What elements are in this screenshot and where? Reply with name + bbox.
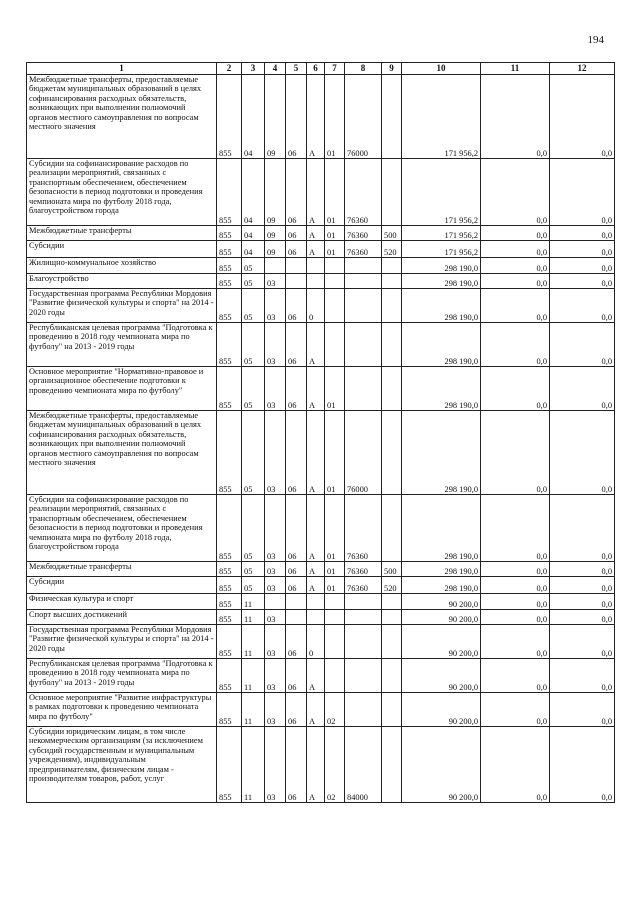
row-cell-4: 03: [265, 495, 286, 562]
row-cell-2: 855: [217, 274, 242, 289]
row-cell-3: 05: [242, 495, 265, 562]
row-cell-4: 03: [265, 659, 286, 693]
row-cell-7: [325, 323, 345, 367]
row-name-cell: Субсидии на софинансирование расходов по реализации мероприятий, связанных с транспортным обеспечением, обеспечением безопасности в период подготовки и проведения чемпионата мира по футболу 2018 года, благоустройством города: [27, 495, 217, 562]
row-cell-11: 0,0: [481, 625, 550, 659]
page-number: 194: [587, 34, 604, 46]
row-cell-5: [286, 594, 307, 610]
row-cell-2: 855: [217, 659, 242, 693]
row-cell-9: 500: [382, 226, 402, 241]
table-row: [27, 594, 615, 610]
row-cell-6: А: [307, 226, 325, 241]
row-cell-12: 0,0: [550, 625, 615, 659]
table-row: [27, 659, 615, 693]
row-cell-2: 855: [217, 495, 242, 562]
table-row: [27, 411, 615, 495]
row-cell-12: 0,0: [550, 562, 615, 577]
table-row: [27, 241, 615, 258]
row-cell-2: 855: [217, 289, 242, 323]
row-cell-4: 09: [265, 159, 286, 226]
row-cell-11: 0,0: [481, 594, 550, 610]
row-cell-7: 01: [325, 411, 345, 495]
row-cell-8: 76000: [345, 411, 382, 495]
budget-table: [26, 62, 615, 803]
row-cell-12: 0,0: [550, 659, 615, 693]
row-cell-12: 0,0: [550, 241, 615, 258]
column-header: 5: [286, 63, 307, 75]
row-cell-12: 0,0: [550, 727, 615, 803]
row-cell-10: 171 956,2: [402, 226, 481, 241]
row-name-cell: Межбюджетные трансферты, предоставляемые бюджетам муниципальных образований в целях софинансирования расходных обязательств, возникающих при выполнении полномочий органов местного самоуправления по вопросам местного значения: [27, 75, 217, 159]
row-cell-12: 0,0: [550, 594, 615, 610]
row-cell-6: А: [307, 693, 325, 727]
row-cell-9: [382, 411, 402, 495]
row-cell-9: 520: [382, 241, 402, 258]
row-cell-9: [382, 159, 402, 226]
row-cell-10: 90 200,0: [402, 594, 481, 610]
row-cell-5: 06: [286, 625, 307, 659]
row-cell-5: 06: [286, 159, 307, 226]
row-cell-2: 855: [217, 75, 242, 159]
row-cell-9: [382, 594, 402, 610]
row-cell-3: 11: [242, 659, 265, 693]
row-cell-11: 0,0: [481, 289, 550, 323]
row-cell-6: [307, 610, 325, 625]
row-cell-12: 0,0: [550, 577, 615, 594]
row-cell-5: 06: [286, 727, 307, 803]
row-cell-11: 0,0: [481, 241, 550, 258]
row-cell-10: 298 190,0: [402, 323, 481, 367]
row-name-cell: Основное мероприятие "Нормативно-правовое и организационное обеспечение подготовки к проведению чемпионата мира по футболу": [27, 367, 217, 411]
row-cell-7: [325, 274, 345, 289]
row-cell-4: 03: [265, 610, 286, 625]
row-cell-8: [345, 289, 382, 323]
row-cell-9: [382, 323, 402, 367]
row-cell-7: 01: [325, 577, 345, 594]
row-cell-5: 06: [286, 289, 307, 323]
row-cell-12: 0,0: [550, 274, 615, 289]
row-name-cell: Субсидии юридическим лицам, в том числе некоммерческим организациям (за исключением субсидий государственным и муниципальным учреждениям), индивидуальным предпринимателям, физическим лицам - производителям товаров, работ, услуг: [27, 727, 217, 803]
row-cell-7: 01: [325, 495, 345, 562]
row-cell-3: 11: [242, 610, 265, 625]
row-cell-8: [345, 659, 382, 693]
row-cell-3: 05: [242, 258, 265, 274]
row-cell-10: 298 190,0: [402, 289, 481, 323]
row-cell-12: 0,0: [550, 75, 615, 159]
row-cell-8: [345, 258, 382, 274]
row-cell-3: 04: [242, 159, 265, 226]
row-cell-12: 0,0: [550, 495, 615, 562]
row-cell-5: 06: [286, 495, 307, 562]
row-cell-10: 298 190,0: [402, 274, 481, 289]
row-cell-3: 05: [242, 562, 265, 577]
row-cell-2: 855: [217, 367, 242, 411]
row-cell-4: 09: [265, 226, 286, 241]
row-name-cell: Межбюджетные трансферты: [27, 562, 217, 577]
row-cell-3: 04: [242, 75, 265, 159]
column-header: 10: [402, 63, 481, 75]
row-cell-4: 03: [265, 577, 286, 594]
row-cell-6: А: [307, 727, 325, 803]
row-cell-8: 76360: [345, 241, 382, 258]
row-cell-6: [307, 274, 325, 289]
row-cell-8: [345, 274, 382, 289]
row-cell-2: 855: [217, 727, 242, 803]
row-cell-4: 03: [265, 693, 286, 727]
row-cell-10: 298 190,0: [402, 411, 481, 495]
row-cell-6: А: [307, 75, 325, 159]
row-cell-4: 03: [265, 562, 286, 577]
row-cell-12: 0,0: [550, 367, 615, 411]
row-name-cell: Жилищно-коммунальное хозяйство: [27, 258, 217, 274]
row-cell-8: 84000: [345, 727, 382, 803]
row-cell-4: 09: [265, 241, 286, 258]
row-cell-4: 03: [265, 323, 286, 367]
row-cell-8: [345, 323, 382, 367]
row-cell-11: 0,0: [481, 495, 550, 562]
row-cell-9: [382, 495, 402, 562]
column-header: 11: [481, 63, 550, 75]
table-row: [27, 610, 615, 625]
row-cell-6: 0: [307, 625, 325, 659]
row-cell-9: 500: [382, 562, 402, 577]
row-cell-2: 855: [217, 577, 242, 594]
row-cell-10: 171 956,2: [402, 159, 481, 226]
row-cell-9: [382, 289, 402, 323]
row-cell-7: 01: [325, 75, 345, 159]
row-name-cell: Физическая культура и спорт: [27, 594, 217, 610]
table-row: [27, 562, 615, 577]
row-cell-7: 01: [325, 226, 345, 241]
row-cell-6: 0: [307, 289, 325, 323]
row-name-cell: Субсидии на софинансирование расходов по реализации мероприятий, связанных с транспортным обеспечением, обеспечением безопасности в период подготовки и проведения чемпионата мира по футболу 2018 года, благоустройством города: [27, 159, 217, 226]
row-cell-3: 04: [242, 226, 265, 241]
row-cell-3: 05: [242, 289, 265, 323]
row-cell-11: 0,0: [481, 693, 550, 727]
column-header: 1: [27, 63, 217, 75]
row-cell-2: 855: [217, 241, 242, 258]
row-cell-11: 0,0: [481, 258, 550, 274]
column-header: 12: [550, 63, 615, 75]
row-cell-5: 06: [286, 367, 307, 411]
row-cell-2: 855: [217, 226, 242, 241]
row-cell-2: 855: [217, 411, 242, 495]
row-cell-6: А: [307, 659, 325, 693]
table-row: [27, 226, 615, 241]
table-row: [27, 289, 615, 323]
table-row: [27, 258, 615, 274]
row-cell-8: 76360: [345, 226, 382, 241]
row-cell-11: 0,0: [481, 323, 550, 367]
row-cell-12: 0,0: [550, 411, 615, 495]
column-header: 9: [382, 63, 402, 75]
row-cell-11: 0,0: [481, 274, 550, 289]
row-cell-11: 0,0: [481, 159, 550, 226]
column-header: 2: [217, 63, 242, 75]
row-cell-8: [345, 594, 382, 610]
row-cell-7: 01: [325, 241, 345, 258]
row-cell-3: 11: [242, 594, 265, 610]
row-cell-4: 03: [265, 625, 286, 659]
row-cell-4: [265, 258, 286, 274]
row-cell-8: 76360: [345, 577, 382, 594]
column-header: 7: [325, 63, 345, 75]
row-name-cell: Государственная программа Республики Мордовия "Развитие физической культуры и спорта" на 2014 - 2020 годы: [27, 625, 217, 659]
row-cell-9: [382, 610, 402, 625]
row-cell-7: 01: [325, 367, 345, 411]
row-cell-5: 06: [286, 226, 307, 241]
row-cell-5: [286, 610, 307, 625]
row-cell-7: [325, 594, 345, 610]
table-row: [27, 727, 615, 803]
row-cell-2: 855: [217, 594, 242, 610]
row-cell-5: [286, 274, 307, 289]
table-body: [27, 75, 615, 803]
row-cell-2: 855: [217, 323, 242, 367]
row-name-cell: Субсидии: [27, 241, 217, 258]
header-row: [27, 63, 615, 75]
row-cell-9: 520: [382, 577, 402, 594]
row-cell-7: 01: [325, 562, 345, 577]
row-cell-12: 0,0: [550, 693, 615, 727]
row-cell-11: 0,0: [481, 659, 550, 693]
row-cell-4: 09: [265, 75, 286, 159]
row-cell-12: 0,0: [550, 289, 615, 323]
row-name-cell: Республиканская целевая программа "Подготовка к проведению в 2018 году чемпионата мира по футболу" на 2013 - 2019 годы: [27, 659, 217, 693]
row-cell-10: 298 190,0: [402, 562, 481, 577]
column-header: 3: [242, 63, 265, 75]
column-header: 6: [307, 63, 325, 75]
row-cell-9: [382, 367, 402, 411]
row-cell-4: 03: [265, 727, 286, 803]
table-row: [27, 323, 615, 367]
column-header: 4: [265, 63, 286, 75]
row-name-cell: Спорт высших достижений: [27, 610, 217, 625]
row-cell-8: [345, 693, 382, 727]
row-cell-2: 855: [217, 693, 242, 727]
row-cell-11: 0,0: [481, 411, 550, 495]
row-cell-3: 05: [242, 367, 265, 411]
row-cell-6: А: [307, 241, 325, 258]
table-row: [27, 274, 615, 289]
table-row: [27, 367, 615, 411]
row-cell-7: 02: [325, 693, 345, 727]
row-cell-9: [382, 693, 402, 727]
row-cell-8: 76360: [345, 159, 382, 226]
row-cell-4: 03: [265, 367, 286, 411]
row-cell-5: 06: [286, 659, 307, 693]
row-cell-11: 0,0: [481, 367, 550, 411]
row-cell-3: 11: [242, 693, 265, 727]
row-cell-10: 90 200,0: [402, 693, 481, 727]
table-row: [27, 495, 615, 562]
row-cell-11: 0,0: [481, 727, 550, 803]
row-cell-3: 04: [242, 241, 265, 258]
row-cell-3: 05: [242, 577, 265, 594]
row-cell-6: [307, 594, 325, 610]
row-cell-4: [265, 594, 286, 610]
row-cell-10: 90 200,0: [402, 727, 481, 803]
row-cell-5: 06: [286, 411, 307, 495]
row-cell-3: 11: [242, 727, 265, 803]
row-cell-7: [325, 289, 345, 323]
row-cell-5: 06: [286, 241, 307, 258]
row-cell-10: 90 200,0: [402, 625, 481, 659]
row-cell-6: А: [307, 367, 325, 411]
row-cell-7: 02: [325, 727, 345, 803]
row-cell-4: 03: [265, 411, 286, 495]
row-cell-7: 01: [325, 159, 345, 226]
row-cell-6: А: [307, 159, 325, 226]
row-cell-11: 0,0: [481, 75, 550, 159]
row-cell-3: 05: [242, 274, 265, 289]
row-cell-3: 05: [242, 411, 265, 495]
row-cell-6: А: [307, 411, 325, 495]
row-cell-7: [325, 610, 345, 625]
table-row: [27, 577, 615, 594]
table-row: [27, 159, 615, 226]
row-cell-4: 03: [265, 274, 286, 289]
row-cell-4: 03: [265, 289, 286, 323]
row-cell-12: 0,0: [550, 610, 615, 625]
row-cell-11: 0,0: [481, 562, 550, 577]
row-cell-5: 06: [286, 577, 307, 594]
row-cell-8: 76360: [345, 495, 382, 562]
row-name-cell: Государственная программа Республики Мордовия "Развитие физической культуры и спорта" на 2014 - 2020 годы: [27, 289, 217, 323]
row-cell-11: 0,0: [481, 577, 550, 594]
row-cell-8: [345, 367, 382, 411]
row-cell-9: [382, 274, 402, 289]
row-cell-7: [325, 625, 345, 659]
row-cell-12: 0,0: [550, 159, 615, 226]
row-name-cell: Республиканская целевая программа "Подготовка к проведению в 2018 году чемпионата мира по футболу" на 2013 - 2019 годы: [27, 323, 217, 367]
row-cell-6: А: [307, 323, 325, 367]
row-cell-3: 11: [242, 625, 265, 659]
row-cell-9: [382, 625, 402, 659]
row-cell-12: 0,0: [550, 226, 615, 241]
row-cell-9: [382, 659, 402, 693]
row-cell-2: 855: [217, 258, 242, 274]
row-cell-10: 171 956,2: [402, 241, 481, 258]
row-cell-10: 171 956,2: [402, 75, 481, 159]
row-cell-5: 06: [286, 562, 307, 577]
row-cell-6: А: [307, 577, 325, 594]
row-name-cell: Благоустройство: [27, 274, 217, 289]
row-name-cell: Межбюджетные трансферты, предоставляемые бюджетам муниципальных образований в целях софинансирования расходных обязательств, возникающих при выполнении полномочий органов местного самоуправления по вопросам местного значения: [27, 411, 217, 495]
row-cell-3: 05: [242, 323, 265, 367]
row-cell-10: 90 200,0: [402, 659, 481, 693]
row-cell-2: 855: [217, 625, 242, 659]
row-cell-12: 0,0: [550, 323, 615, 367]
row-cell-8: 76360: [345, 562, 382, 577]
row-cell-6: [307, 258, 325, 274]
row-cell-8: [345, 625, 382, 659]
table-row: [27, 625, 615, 659]
row-name-cell: Субсидии: [27, 577, 217, 594]
row-cell-5: 06: [286, 75, 307, 159]
row-cell-10: 298 190,0: [402, 258, 481, 274]
row-cell-6: А: [307, 562, 325, 577]
row-cell-5: [286, 258, 307, 274]
row-cell-10: 298 190,0: [402, 367, 481, 411]
row-cell-8: 76000: [345, 75, 382, 159]
row-cell-9: [382, 258, 402, 274]
row-cell-2: 855: [217, 159, 242, 226]
row-cell-11: 0,0: [481, 226, 550, 241]
row-cell-8: [345, 610, 382, 625]
row-cell-2: 855: [217, 610, 242, 625]
row-cell-6: А: [307, 495, 325, 562]
row-cell-2: 855: [217, 562, 242, 577]
row-cell-9: [382, 727, 402, 803]
row-name-cell: Основное мероприятие "Развитие инфраструктуры в рамках подготовки к проведению чемпионата мира по футболу": [27, 693, 217, 727]
row-cell-7: [325, 258, 345, 274]
row-cell-10: 298 190,0: [402, 495, 481, 562]
table-row: [27, 693, 615, 727]
row-name-cell: Межбюджетные трансферты: [27, 226, 217, 241]
row-cell-9: [382, 75, 402, 159]
row-cell-11: 0,0: [481, 610, 550, 625]
row-cell-5: 06: [286, 693, 307, 727]
row-cell-10: 90 200,0: [402, 610, 481, 625]
row-cell-7: [325, 659, 345, 693]
row-cell-12: 0,0: [550, 258, 615, 274]
row-cell-10: 298 190,0: [402, 577, 481, 594]
table-row: [27, 75, 615, 159]
column-header: 8: [345, 63, 382, 75]
row-cell-5: 06: [286, 323, 307, 367]
